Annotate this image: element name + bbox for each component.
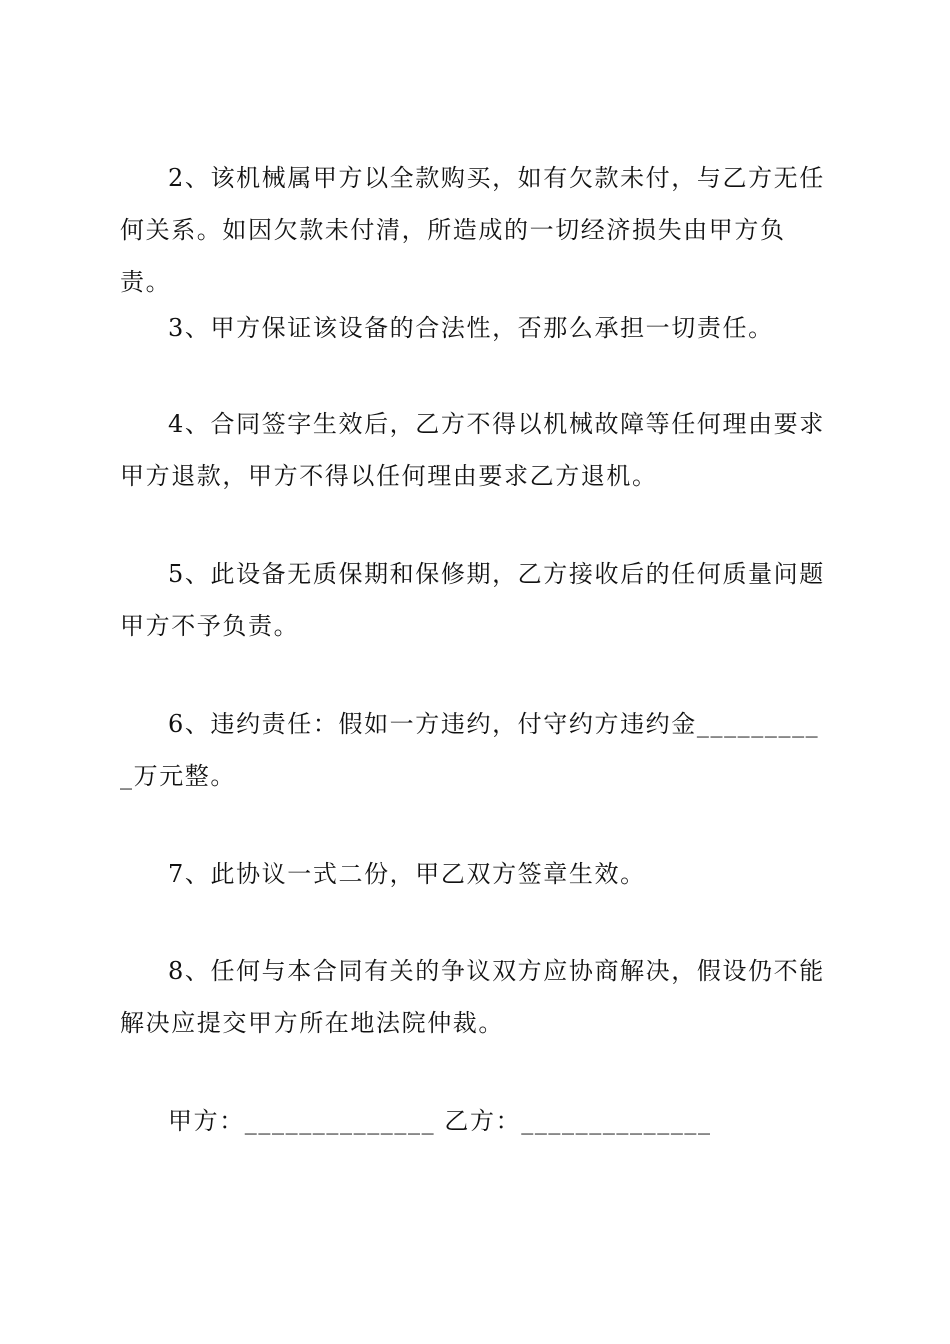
signature-line: 甲方：______________ 乙方：______________ [168, 1107, 712, 1135]
clause-2: 2、该机械属甲方以全款购买，如有欠款未付，与乙方无任何关系。如因欠款未付清，所造成的一切经济损失由甲方负责。 [120, 164, 825, 296]
clause-6-breach-liability: 6、违约责任：假如一方违约，付守约方违约金__________万元整。 [120, 710, 820, 790]
clause-5: 5、此设备无质保期和保修期，乙方接收后的任何质量问题甲方不予负责。 [120, 560, 825, 640]
clause-7: 7、此协议一式二份，甲乙双方签章生效。 [168, 860, 646, 888]
clause-4: 4、合同签字生效后，乙方不得以机械故障等任何理由要求 甲方退款，甲方不得以任何理由要求乙方退机。 [120, 410, 835, 490]
clause-8-dispute-resolution: 8、任何与本合同有关的争议双方应协商解决，假设仍不能解决应提交甲方所在地法院仲裁。 [120, 957, 825, 1037]
clause-3: 3、甲方保证该设备的合法性，否那么承担一切责任。 [168, 314, 774, 342]
